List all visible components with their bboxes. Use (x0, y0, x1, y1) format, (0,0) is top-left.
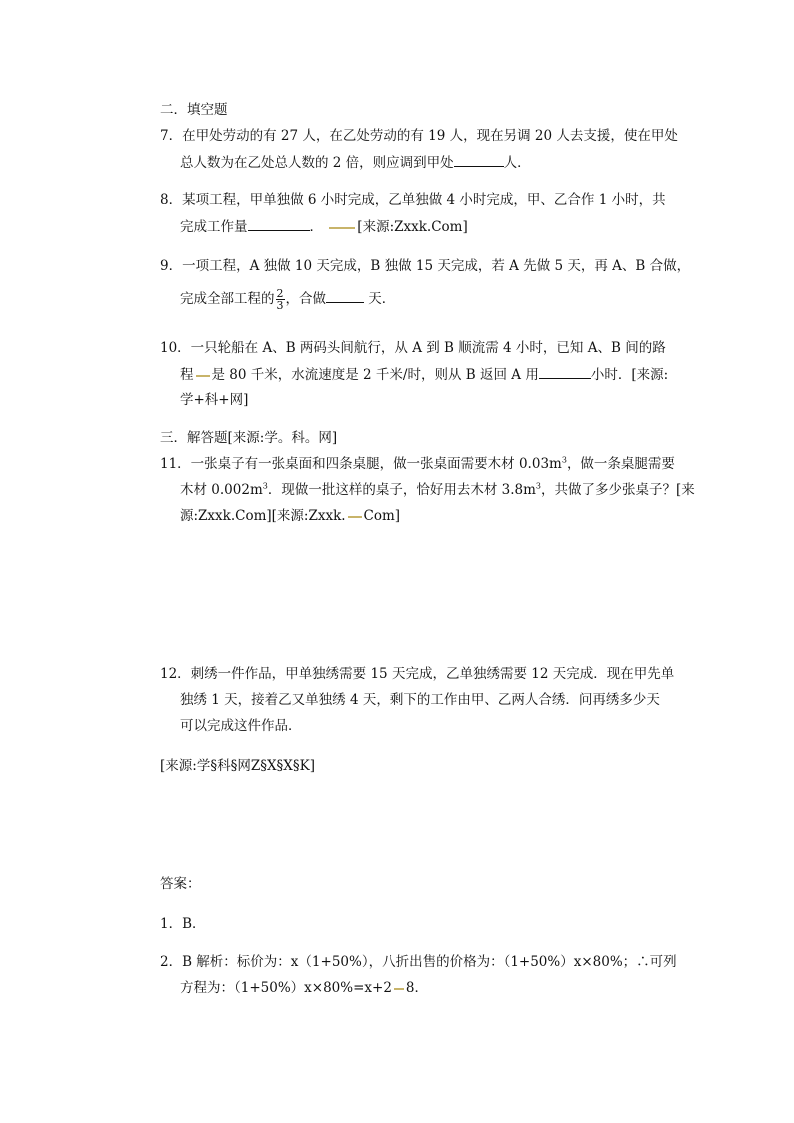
question-10-line-2: 程 是 80 千米，水流速度是 2 千米/时，则从 B 返回 A 用 小时．[来源: (180, 364, 668, 385)
answer-2-line-2: 方程为：（1+50%）x×80%=x+2 8． (180, 980, 429, 996)
question-10-line-3: 学+科+网] (180, 392, 249, 408)
watermark-mark (394, 988, 404, 990)
question-7-line-2: 总人数为在乙处总人数的 2 倍，则应调到甲处 人． (180, 152, 531, 173)
question-10-line-1: 10．一只轮船在 A、B 两码头间航行，从 A 到 B 顺流需 4 小时，已知 A、B 间的路 (160, 340, 666, 356)
question-12-line-3: 可以完成这件作品． (180, 718, 302, 734)
watermark-mark (196, 375, 210, 377)
watermark-mark (329, 227, 355, 229)
answer-blank[interactable] (248, 216, 310, 231)
fraction-two-thirds: $\frac{2}{3}$ (276, 287, 284, 312)
question-11-line-3: 源:Zxxk.Com][来源:Zxxk. Com] (180, 508, 401, 524)
section-title-fill-in: 二．填空题 (160, 102, 228, 118)
answers-title: 答案： (160, 876, 201, 892)
question-8-line-2: 完成工作量 ． [来源:Zxxk.Com] (180, 216, 468, 237)
question-9-line-1: 9．一项工程，A 独做 10 天完成，B 独做 15 天完成，若 A 先做 5 天，再 A、B 合做， (160, 258, 691, 274)
answer-blank[interactable] (539, 364, 591, 379)
watermark-mark (348, 516, 362, 518)
question-12-line-1: 12．刺绣一件作品，甲单独绣需要 15 天完成，乙单独绣需要 12 天完成．现在甲先单 (160, 666, 675, 682)
answer-blank[interactable] (454, 152, 504, 167)
question-11-line-1: 11．一张桌子有一张桌面和四条桌腿，做一张桌面需要木材 $0.03m^3$，做一条桌腿需要 (160, 455, 675, 472)
question-8-line-1: 8．某项工程，甲单独做 6 小时完成，乙单独做 4 小时完成，甲、乙合作 1 小时，共 (160, 192, 666, 208)
answer-2-line-1: 2．B 解析：标价为：x（1+50%），八折出售的价格为：（1+50%）x×80%；∴可列 (160, 954, 677, 970)
answer-1: 1．B． (160, 916, 206, 932)
question-12-source: [来源:学§科§网Z§X§X§K] (160, 758, 316, 774)
question-12-line-2: 独绣 1 天，接着乙又单独绣 4 天，剩下的工作由甲、乙两人合绣．问再绣多少天 (180, 692, 660, 708)
question-9-line-2: 完成全部工程的 $\frac{2}{3}$ ，合做 天． (180, 287, 396, 312)
answer-blank[interactable] (326, 288, 364, 303)
question-7-line-1: 7．在甲处劳动的有 27 人，在乙处劳动的有 19 人，现在另调 20 人去支援，使在甲处 (160, 128, 678, 144)
section-title-solve: 三．解答题[来源:学。科。网] (160, 430, 338, 446)
question-11-line-2: 木材 $0.002m^3$．现做一批这样的桌子，恰好用去木材 $3.8m^3$，共做了多少张桌子？[来 (180, 481, 695, 498)
